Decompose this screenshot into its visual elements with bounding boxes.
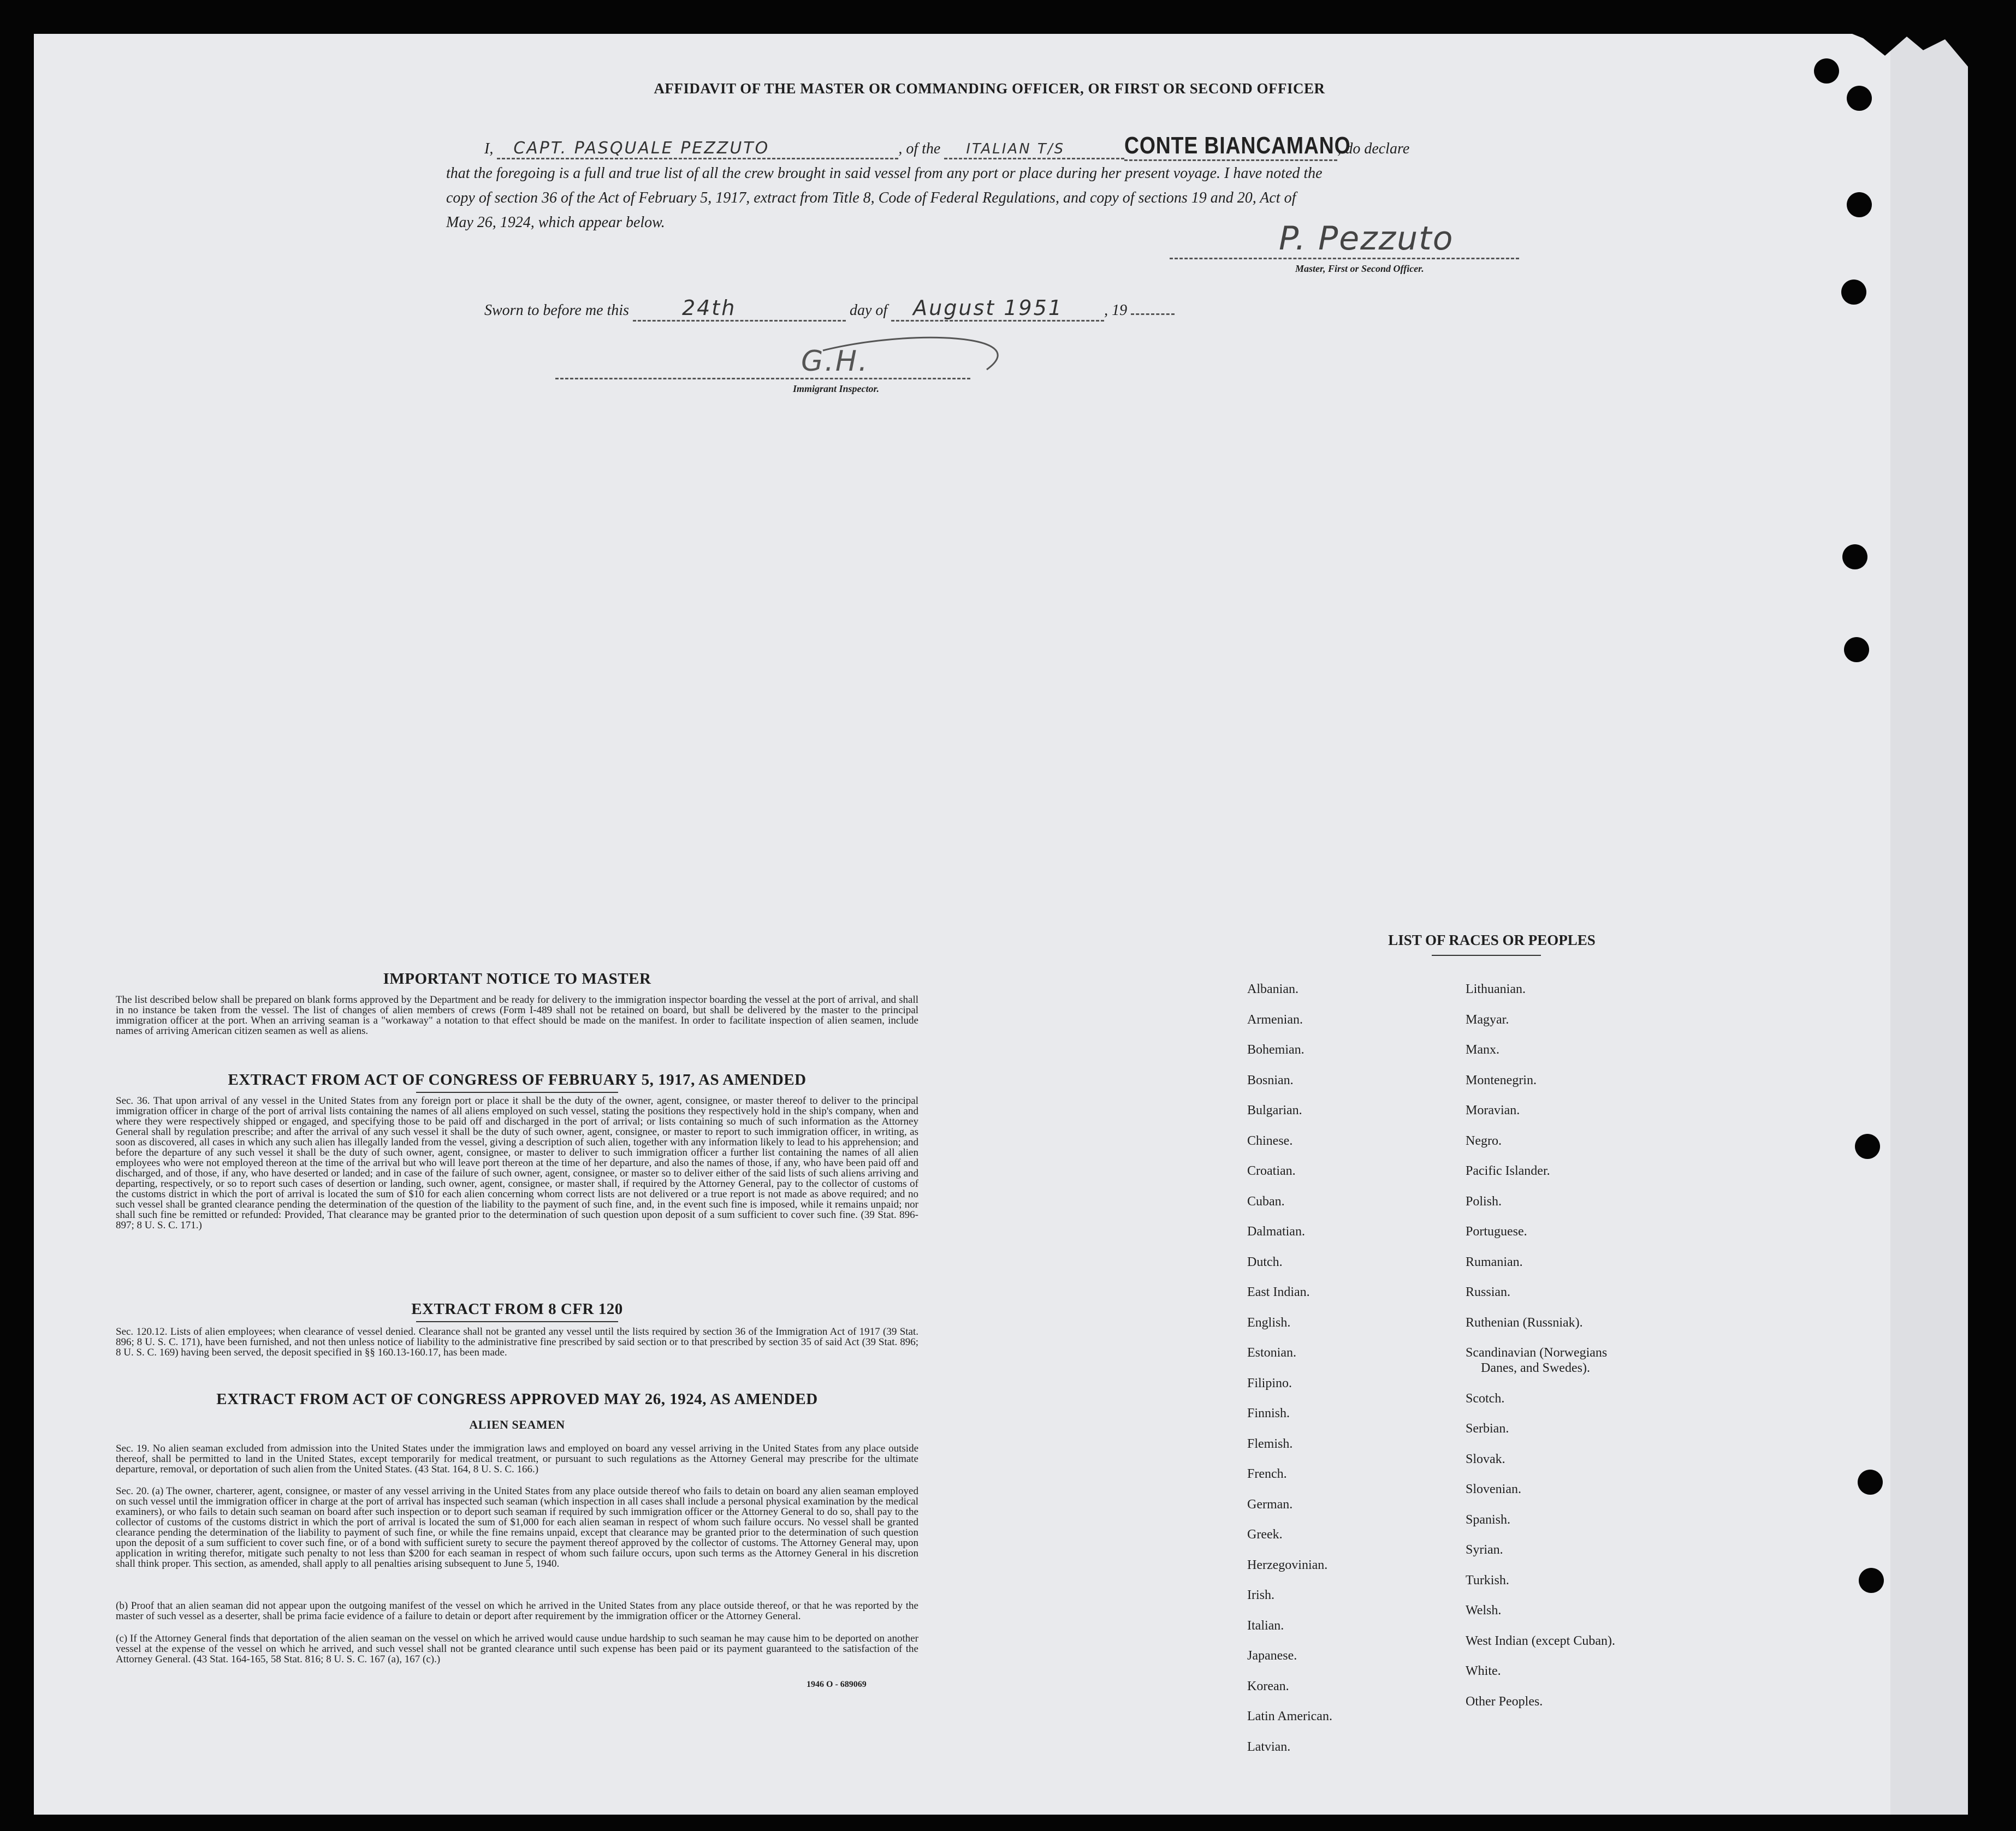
race-list-item: Chinese.: [1247, 1133, 1293, 1148]
inspector-caption: Immigrant Inspector.: [793, 383, 880, 394]
race-list-item: White.: [1466, 1664, 1501, 1678]
affidavit-line-4: May 26, 1924, which appear below.: [446, 214, 665, 231]
nationality: ITALIAN T/S: [966, 141, 1065, 157]
year-field: [1131, 313, 1175, 315]
extract-1924-sec20c: (c) If the Attorney General finds that deportation of the alien seaman on the vessel on which he arrived would cause undue hardship to such seaman he may cause him to be deported on another vessel at the expense of the vessel on which he arrived, and such vessel shall not be granted clearance until such expense has been paid or its payment guaranteed to the satisfaction of the Attorney General. (43 Stat. 164-165, 58 Stat. 816; 8 U. S. C. 167 (a), 167 (c).): [116, 1633, 918, 1665]
race-list-item: Italian.: [1247, 1618, 1284, 1633]
race-list-item: French.: [1247, 1467, 1287, 1481]
race-list-item: Other Peoples.: [1466, 1694, 1543, 1709]
race-list-item: Albanian.: [1247, 982, 1298, 996]
line1-prefix: I,: [484, 140, 494, 157]
race-list-item: Rumanian.: [1466, 1255, 1523, 1269]
race-list-item: Turkish.: [1466, 1573, 1509, 1588]
race-list-item: Greek.: [1247, 1527, 1283, 1542]
extract-cfr-title: EXTRACT FROM 8 CFR 120: [411, 1300, 623, 1318]
punch-hole: [1855, 1134, 1880, 1159]
sworn-day: 24th: [681, 296, 737, 320]
race-list-item: Manx.: [1466, 1043, 1499, 1057]
notice-title: IMPORTANT NOTICE TO MASTER: [383, 970, 651, 988]
race-list-item: Flemish.: [1247, 1436, 1293, 1451]
master-name-field: [497, 139, 898, 159]
print-code: 1946 O - 689069: [807, 1680, 867, 1689]
race-list-item: Polish.: [1466, 1194, 1502, 1209]
sworn-month: August 1951: [913, 296, 1063, 320]
race-list-item: East Indian.: [1247, 1285, 1310, 1299]
race-list-item: Dutch.: [1247, 1255, 1283, 1269]
race-list-item: Spanish.: [1466, 1512, 1511, 1527]
master-signature: P. Pezzuto: [1279, 219, 1454, 258]
race-list-item: Syrian.: [1466, 1543, 1503, 1557]
day-of-text: day of: [849, 302, 888, 319]
race-list-item: Magyar.: [1466, 1012, 1509, 1027]
title-rule: [416, 1092, 618, 1093]
of-the-text: , of the: [898, 140, 941, 157]
punch-hole: [1844, 637, 1869, 662]
race-list-item: Armenian.: [1247, 1012, 1303, 1027]
master-name: CAPT. PASQUALE PEZZUTO: [513, 139, 770, 158]
race-list-item: Slovenian.: [1466, 1482, 1521, 1496]
race-list-item: Estonian.: [1247, 1346, 1296, 1360]
race-list-item: Pacific Islander.: [1466, 1164, 1550, 1178]
extract-1917-title: EXTRACT FROM ACT OF CONGRESS OF FEBRUARY 5, 1917, AS AMENDED: [228, 1071, 807, 1089]
race-list-item: Montenegrin.: [1466, 1073, 1537, 1087]
punch-hole: [1841, 280, 1866, 305]
race-list-item: Cuban.: [1247, 1194, 1285, 1209]
punch-hole: [1859, 1568, 1884, 1593]
race-list-item: Bohemian.: [1247, 1043, 1305, 1057]
vessel-field: [1124, 132, 1351, 161]
race-list-item: West Indian (except Cuban).: [1466, 1633, 1615, 1648]
alien-seamen-subtitle: ALIEN SEAMEN: [469, 1418, 565, 1431]
sworn-prefix: Sworn to before me this: [484, 302, 629, 319]
race-list-item: Korean.: [1247, 1679, 1289, 1693]
races-column-1: [1247, 981, 1332, 1769]
punch-hole: [1847, 192, 1872, 217]
race-list-item: Filipino.: [1247, 1376, 1292, 1390]
signature-flourish: [555, 318, 981, 383]
races-title: LIST OF RACES OR PEOPLES: [1388, 932, 1596, 948]
extract-cfr-body: Sec. 120.12. Lists of alien employees; when clearance of vessel denied. Clearance shall not be granted any vessel until the lists required by section 36 of the Immigration Act of 1917 (39 Stat. 896; 8 U. S. C. 171), have been furnished, and not then unless notice of liability to the administrative fine prescribed by said section or to that prescribed by section 35 of said Act (39 Stat. 896; 8 U. S. C. 169) having been served, the deposit specified in §§ 160.13-160.17, has been made.: [116, 1326, 918, 1358]
title-rule: [1432, 955, 1541, 956]
master-signature-caption: Master, First or Second Officer.: [1295, 263, 1424, 274]
race-list-item: Latin American.: [1247, 1709, 1332, 1723]
inspector-signature-field: [555, 345, 970, 379]
race-list-item: Irish.: [1247, 1588, 1274, 1602]
race-list-item: Serbian.: [1466, 1422, 1509, 1436]
extract-1924-sec20b: (b) Proof that an alien seaman did not appear upon the outgoing manifest of the vessel on which he arrived in the United States from any place outside thereof, or that he was reported by the master of such vessel as a deserter, shall be prima facie evidence of a failure to detain or deport after requirement by the immigration officer or the Attorney General.: [116, 1600, 918, 1622]
race-list-item: Russian.: [1466, 1285, 1511, 1299]
race-list-item: Bulgarian.: [1247, 1103, 1302, 1117]
nationality-field: [944, 140, 1124, 159]
year-prefix: , 19: [1104, 302, 1128, 319]
race-list-item: Finnish.: [1247, 1406, 1290, 1420]
race-list-item: Scotch.: [1466, 1391, 1505, 1406]
punch-hole: [1814, 58, 1839, 84]
master-signature-field: [1170, 219, 1519, 259]
race-list-item: Latvian.: [1247, 1739, 1291, 1754]
race-list-item: Portuguese.: [1466, 1224, 1527, 1239]
affidavit-line-2: that the foregoing is a full and true list of all the crew brought in said vessel from any port or place during her present voyage. I have noted the: [446, 165, 1323, 182]
punch-hole: [1847, 86, 1872, 111]
race-list-item: Negro.: [1466, 1133, 1502, 1148]
race-list-item: Dalmatian.: [1247, 1224, 1305, 1239]
affidavit-title: AFFIDAVIT OF THE MASTER OR COMMANDING OFFICER, OR FIRST OR SECOND OFFICER: [654, 80, 1325, 97]
race-list-item: Japanese.: [1247, 1649, 1297, 1663]
race-list-item: Croatian.: [1247, 1164, 1296, 1178]
race-list-item: Welsh.: [1466, 1603, 1502, 1618]
document-page: [34, 34, 1968, 1815]
race-list-item: Lithuanian.: [1466, 982, 1526, 996]
race-list-item: German.: [1247, 1497, 1293, 1512]
race-list-item: Moravian.: [1466, 1103, 1520, 1117]
extract-1924-sec20a: Sec. 20. (a) The owner, charterer, agent, consignee, or master of any vessel arriving in the United States from any place outside thereof who fails to detain on board any alien seaman employed on such vessel until the immigration officer in charge at the port of arrival has inspected such seaman (which inspection in all cases shall include a personal physical examination by the medical examiners), or who fails to detain such seaman on board after such inspection or to deport such seaman if required by such immigration officer or the Attorney General to do so, shall pay to the collector of customs of the customs district in which the port of arrival is located the sum of $1,000 for each alien seaman in respect of whom such failure occurs. No vessel shall be granted clearance pending the determination of the liability to payment of such fine, or while the fine remains unpaid, except that clearance may be granted prior to the determination of such question upon the deposit of a sum sufficient to cover such fine, or of a bond with sufficient surety to secure the payment thereof approved by the collector of customs. The Attorney General may, upon application in writing therefor, mitigate such penalty to not less than $200 for each seaman in respect of whom such failure occurs, upon such terms as the Attorney General in his discretion shall think proper. This section, as amended, shall apply to all penalties arising subsequent to June 5, 1940.: [116, 1485, 918, 1570]
affidavit-line-3: copy of section 36 of the Act of February 5, 1917, extract from Title 8, Code of Federal Regulations, and copy of sections 19 and 20, Act of: [446, 189, 1296, 206]
vessel-name-stamp: CONTE BIANCAMANO: [1124, 132, 1351, 159]
race-list-item: English.: [1247, 1315, 1291, 1330]
race-list-item: Ruthenian (Russniak).: [1466, 1315, 1583, 1330]
race-list-item: Danes, and Swedes).: [1481, 1361, 1590, 1375]
extract-1924-title: EXTRACT FROM ACT OF CONGRESS APPROVED MAY 26, 1924, AS AMENDED: [216, 1390, 818, 1408]
race-list-item: Herzegovinian.: [1247, 1557, 1328, 1572]
races-column-2: [1466, 981, 1615, 1723]
title-rule: [416, 1321, 618, 1322]
extract-1917-body: Sec. 36. That upon arrival of any vessel in the United States from any foreign port or place it shall be the duty of the owner, agent, consignee, or master thereof to deliver to the principal immigration officer in charge of the port of arrival lists containing the names of all aliens employed on such vessel, stating the positions they respectively hold in the ship's company, when and where they were respectively shipped or engaged, and specifying those to be paid off and discharged in the port of arrival; or lists containing so much of such information as the Attorney General shall by regulation prescribe; and after the arrival of any such vessel it shall be the duty of such owner, agent, consignee, or master to report to such immigration officer, in writing, as soon as discovered, all cases in which any such alien has illegally landed from the vessel, giving a description of such alien, together with any information likely to lead to his apprehension; and before the departure of any such vessel it shall be the duty of such owner, agent, consignee, or master to deliver to such immigration officer a further list containing the names of all alien employees who were not employed thereon at the time of the arrival but who will leave port thereon at the time of her departure, and also the names of those, if any, who have been paid off and discharged, and of those, if any, who have deserted or landed; and in case of the failure of such owner, agent, consignee, or master so to deliver either of the said lists of such aliens arriving and departing, respectively, or so to report such cases of desertion or landing, such owner, agent, consignee, or master shall, if required by the Attorney General, pay to the collector of customs of the customs district in which the port of arrival is located the sum of $10 for each alien concerning whom correct lists are not delivered or a true report is not made as above required; and no such vessel shall be granted clearance pending the determination of the question of the liability to the payment of such fine, and, in the event such fine is imposed, while it remains unpaid; nor shall such fine be remitted or refunded: Provided, That clearance may be granted prior to the determination of such question upon deposit of a sum sufficient to cover such fine. (39 Stat. 896-897; 8 U. S. C. 171.): [116, 1095, 918, 1231]
punch-hole: [1842, 544, 1867, 569]
extract-1924-sec19: Sec. 19. No alien seaman excluded from admission into the United States under the immigration laws and employed on board any vessel arriving in the United States from any place outside thereof, shall be permitted to land in the United States, except temporarily for medical treatment, or pursuant to such regulations as the Attorney General may prescribe for the ultimate departure, removal, or deportation of such alien from the United States. (43 Stat. 164, 8 U. S. C. 166.): [116, 1443, 918, 1475]
race-list-item: Slovak.: [1466, 1452, 1505, 1466]
affidavit-line-1: [484, 132, 1533, 161]
race-list-item: Bosnian.: [1247, 1073, 1294, 1087]
notice-body: The list described below shall be prepared on blank forms approved by the Department and be ready for delivery to the immigration inspector boarding the vessel at the port of arrival, and shall in no instance be taken from the vessel. The list of changes of alien members of crews (Form I-489 shall not be retained on board, but shall be delivered by the master to the principal immigration officer at the port. When an arriving seaman is a "workaway" a notation to that effect should be made on the manifest. In order to facilitate inspection of alien seamen, include names of arriving American citizen seamen as well as aliens.: [116, 994, 918, 1037]
punch-hole: [1858, 1470, 1883, 1495]
do-declare-text: , do declare: [1337, 140, 1410, 157]
race-list-item: Scandinavian (Norwegians: [1466, 1346, 1608, 1360]
inspector-signature: G.H.: [801, 345, 869, 378]
